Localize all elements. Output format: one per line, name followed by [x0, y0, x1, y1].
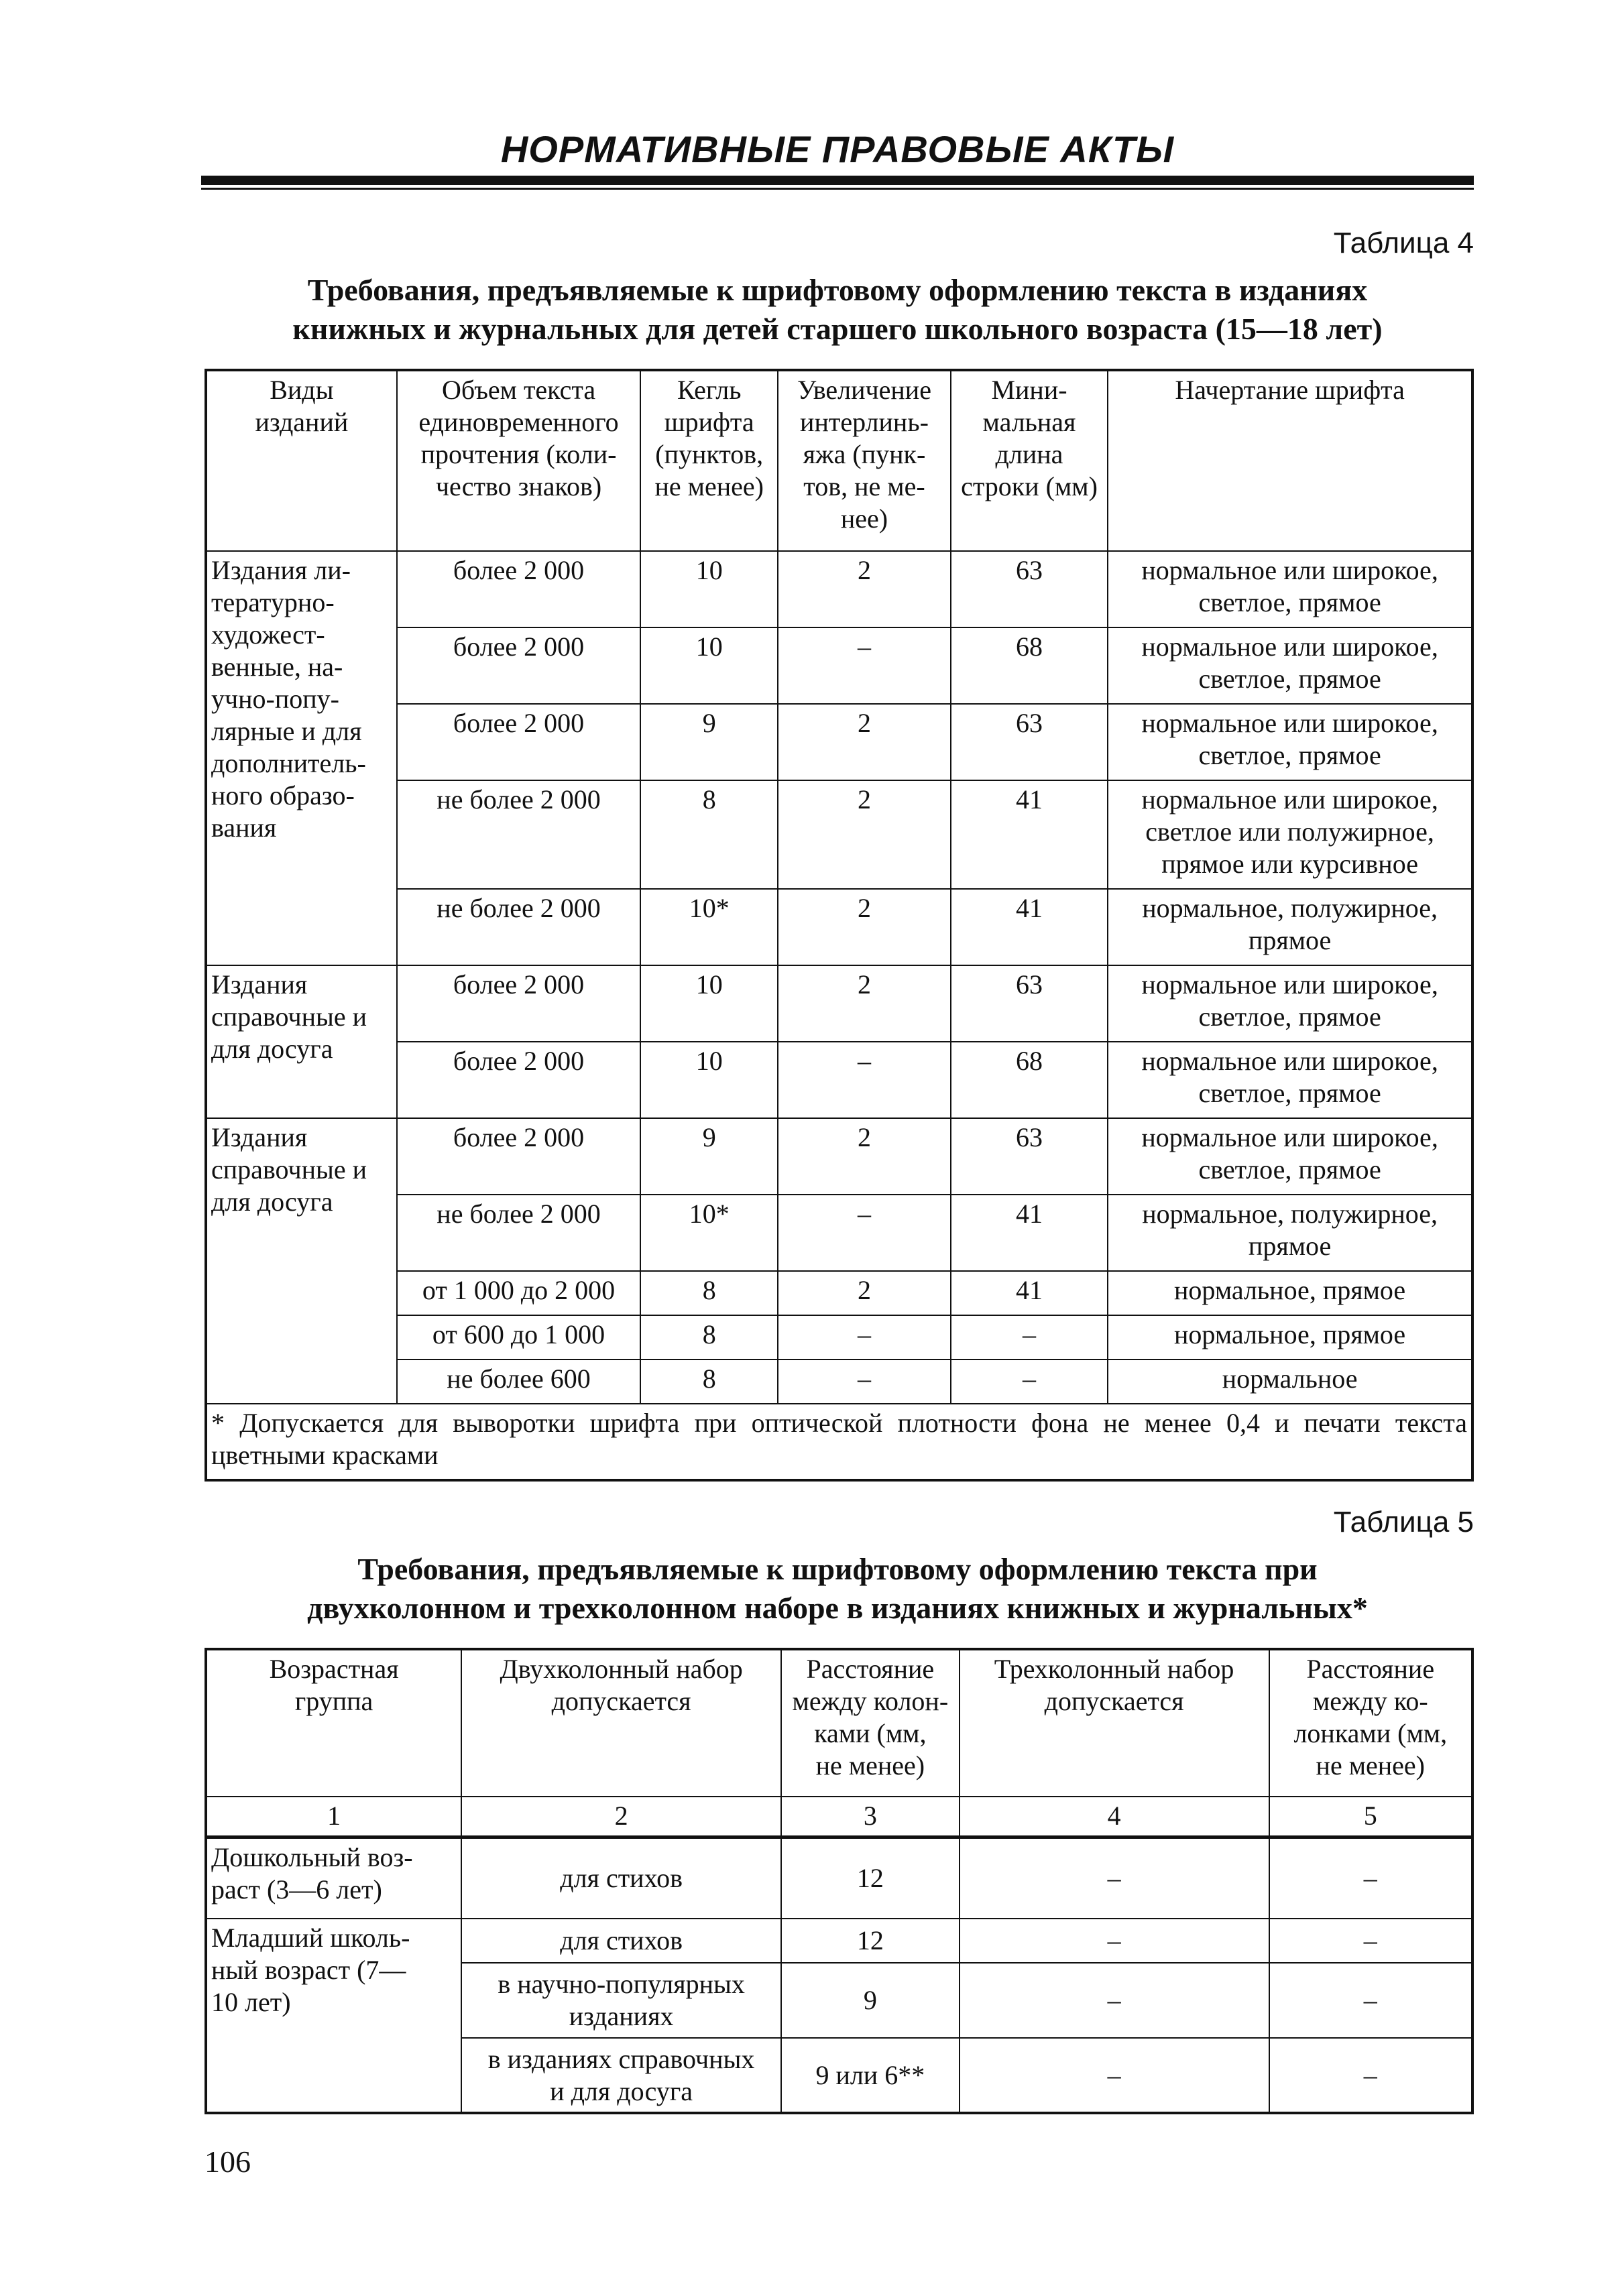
- cell-volume: не более 2 000: [397, 1195, 641, 1271]
- cell-volume: более 2 000: [397, 704, 641, 780]
- cell-gap2: 9: [781, 1963, 960, 2038]
- cell-length: 63: [951, 551, 1108, 627]
- page-number: 106: [205, 2144, 251, 2179]
- table-row: [206, 965, 1472, 1042]
- table4-header-cell: Виды изданий: [206, 370, 397, 551]
- cell-volume: от 1 000 до 2 000: [397, 1271, 641, 1315]
- table4-header-cell: Увеличение интерлинь- яжа (пунк- тов, не ме- нее): [778, 370, 951, 551]
- table4-label: Таблица 4: [1333, 227, 1474, 259]
- cell-style: нормальное: [1108, 1360, 1472, 1404]
- cell-leading: 2: [778, 551, 951, 627]
- table5-caption-line1: Требования, предъявляемые к шрифтовому оформлению текста при: [357, 1552, 1318, 1586]
- cell-gap3: –: [1269, 1919, 1472, 1963]
- header-rule-thin: [201, 188, 1474, 190]
- table5-header-cell: Расстояние между колон- ками (мм, не менее): [781, 1649, 960, 1797]
- table4-group-cell: Издания ли- тературно- художест- венные, на- учно-попу- лярные и для дополнитель- ного образо- вания: [206, 551, 397, 965]
- column-number: 5: [1269, 1797, 1472, 1837]
- cell-size: 8: [640, 780, 778, 889]
- cell-length: 63: [951, 704, 1108, 780]
- table5-header-cell: Двухколонный набор допускается: [461, 1649, 781, 1797]
- table5: [205, 1648, 1474, 2114]
- cell-style: нормальное, полужирное, прямое: [1108, 1195, 1472, 1271]
- table4-footnote: * Допускается для выворотки шрифта при оптической плотности фона не менее 0,4 и печати текста цветными красками: [206, 1404, 1472, 1480]
- cell-volume: не более 2 000: [397, 780, 641, 889]
- table4-header-cell: Начертание шрифта: [1108, 370, 1472, 551]
- table-row: [206, 551, 1472, 627]
- cell-size: 8: [640, 1360, 778, 1404]
- table4-caption: [215, 271, 1460, 349]
- table5-group-cell: Дошкольный воз- раст (3—6 лет): [206, 1837, 461, 1919]
- cell-three-col: –: [960, 1837, 1269, 1919]
- cell-style: нормальное или широкое, светлое, прямое: [1108, 1042, 1472, 1118]
- cell-leading: 2: [778, 1118, 951, 1195]
- cell-gap3: –: [1269, 2038, 1472, 2113]
- cell-volume: не более 600: [397, 1360, 641, 1404]
- cell-style: нормальное или широкое, светлое, прямое: [1108, 704, 1472, 780]
- cell-style: нормальное, прямое: [1108, 1315, 1472, 1360]
- table4-header-cell: Кегль шрифта (пунктов, не менее): [640, 370, 778, 551]
- cell-length: 68: [951, 1042, 1108, 1118]
- cell-style: нормальное или широкое, светлое, прямое: [1108, 1118, 1472, 1195]
- cell-size: 10: [640, 551, 778, 627]
- cell-length: –: [951, 1315, 1108, 1360]
- cell-three-col: –: [960, 1919, 1269, 1963]
- cell-volume: более 2 000: [397, 551, 641, 627]
- table4-header-row: [206, 370, 1472, 551]
- cell-two-col: для стихов: [461, 1919, 781, 1963]
- cell-three-col: –: [960, 2038, 1269, 2113]
- table4-footnote-row: [206, 1404, 1472, 1480]
- cell-length: 63: [951, 965, 1108, 1042]
- cell-volume: не более 2 000: [397, 889, 641, 965]
- cell-size: 9: [640, 704, 778, 780]
- table5-header-cell: Расстояние между ко- лонками (мм, не менее): [1269, 1649, 1472, 1797]
- column-number: 4: [960, 1797, 1269, 1837]
- cell-style: нормальное или широкое, светлое, прямое: [1108, 965, 1472, 1042]
- cell-leading: 2: [778, 965, 951, 1042]
- cell-size: 10: [640, 965, 778, 1042]
- table5-label: Таблица 5: [1333, 1506, 1474, 1538]
- table5-header-cell: Возрастная группа: [206, 1649, 461, 1797]
- table4-header-cell: Объем текста единовременного прочтения (коли- чество знаков): [397, 370, 641, 551]
- cell-volume: более 2 000: [397, 627, 641, 704]
- cell-length: 41: [951, 1271, 1108, 1315]
- table4-caption-line1: Требования, предъявляемые к шрифтовому оформлению текста в изданиях: [307, 273, 1368, 307]
- cell-leading: –: [778, 1195, 951, 1271]
- cell-gap3: –: [1269, 1837, 1472, 1919]
- cell-length: 63: [951, 1118, 1108, 1195]
- cell-size: 10: [640, 1042, 778, 1118]
- cell-style: нормальное или широкое, светлое, прямое: [1108, 627, 1472, 704]
- cell-leading: 2: [778, 704, 951, 780]
- cell-style: нормальное, прямое: [1108, 1271, 1472, 1315]
- cell-leading: 2: [778, 780, 951, 889]
- table5-number-row: [206, 1797, 1472, 1837]
- cell-gap3: –: [1269, 1963, 1472, 2038]
- cell-volume: от 600 до 1 000: [397, 1315, 641, 1360]
- table4-header-cell: Мини- мальная длина строки (мм): [951, 370, 1108, 551]
- cell-size: 10: [640, 627, 778, 704]
- table-row: [206, 1837, 1472, 1919]
- cell-leading: –: [778, 1315, 951, 1360]
- header-rule-thick: [201, 176, 1474, 185]
- table4-group-cell: Издания справочные и для досуга: [206, 1118, 397, 1404]
- column-number: 1: [206, 1797, 461, 1837]
- cell-leading: 2: [778, 889, 951, 965]
- table5-header-cell: Трехколонный набор допускается: [960, 1649, 1269, 1797]
- cell-length: –: [951, 1360, 1108, 1404]
- cell-size: 10*: [640, 1195, 778, 1271]
- cell-leading: –: [778, 1360, 951, 1404]
- cell-style: нормальное, полужирное, прямое: [1108, 889, 1472, 965]
- cell-length: 41: [951, 1195, 1108, 1271]
- running-header: НОРМАТИВНЫЕ ПРАВОВЫЕ АКТЫ: [500, 128, 1175, 170]
- cell-leading: –: [778, 627, 951, 704]
- cell-size: 10*: [640, 889, 778, 965]
- cell-two-col: в научно-популярных изданиях: [461, 1963, 781, 2038]
- table-row: [206, 1118, 1472, 1195]
- table4-caption-line2: книжных и журнальных для детей старшего школьного возраста (15—18 лет): [292, 312, 1383, 346]
- cell-length: 68: [951, 627, 1108, 704]
- cell-two-col: в изданиях справочных и для досуга: [461, 2038, 781, 2113]
- cell-size: 8: [640, 1271, 778, 1315]
- table5-caption: [215, 1550, 1460, 1628]
- cell-length: 41: [951, 780, 1108, 889]
- cell-gap2: 12: [781, 1919, 960, 1963]
- cell-style: нормальное или широкое, светлое или полужирное, прямое или курсивное: [1108, 780, 1472, 889]
- table4-group-cell: Издания справочные и для досуга: [206, 965, 397, 1118]
- cell-gap2: 9 или 6**: [781, 2038, 960, 2113]
- cell-length: 41: [951, 889, 1108, 965]
- table5-caption-line2: двухколонном и трехколонном наборе в изданиях книжных и журнальных*: [307, 1591, 1368, 1625]
- table-row: [206, 1919, 1472, 1963]
- cell-leading: 2: [778, 1271, 951, 1315]
- cell-leading: –: [778, 1042, 951, 1118]
- cell-two-col: для стихов: [461, 1837, 781, 1919]
- table5-header-row: [206, 1649, 1472, 1797]
- cell-volume: более 2 000: [397, 1118, 641, 1195]
- cell-style: нормальное или широкое, светлое, прямое: [1108, 551, 1472, 627]
- table5-group-cell: Младший школь- ный возраст (7— 10 лет): [206, 1919, 461, 2113]
- cell-gap2: 12: [781, 1837, 960, 1919]
- column-number: 2: [461, 1797, 781, 1837]
- column-number: 3: [781, 1797, 960, 1837]
- cell-three-col: –: [960, 1963, 1269, 2038]
- table4: [205, 369, 1474, 1482]
- cell-volume: более 2 000: [397, 1042, 641, 1118]
- cell-volume: более 2 000: [397, 965, 641, 1042]
- cell-size: 8: [640, 1315, 778, 1360]
- cell-size: 9: [640, 1118, 778, 1195]
